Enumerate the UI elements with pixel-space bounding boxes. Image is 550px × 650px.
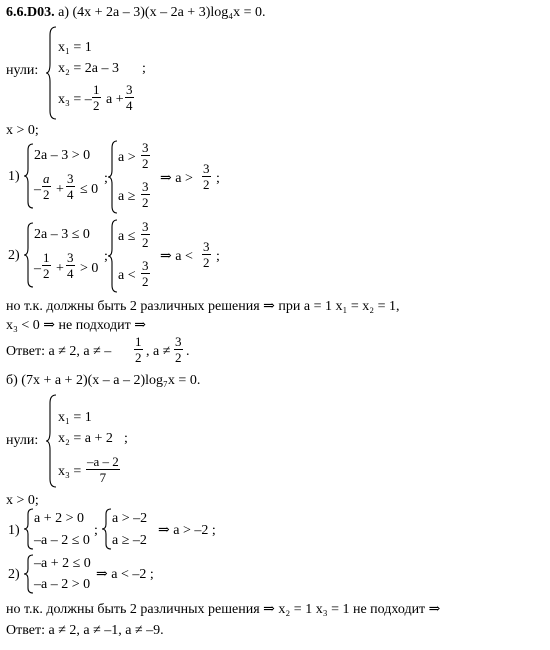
left-brace-icon [108, 140, 118, 214]
problem-a-header [6, 6, 266, 20]
case2-sys1-plus: + [56, 261, 64, 276]
zero-x3-a-mid: a + [106, 92, 124, 107]
zero-x1-a: x₁ = 1 [58, 40, 92, 55]
case2-sys1-minus: – [34, 261, 41, 276]
zero-x2-a: x₂ = 2a – 3 [58, 61, 119, 76]
domain-a: x > 0; [6, 123, 39, 138]
case1-b-result: ⇒ a > –2 ; [158, 523, 216, 538]
note-a-line2: x₃ < 0 ⇒ не подходит ⇒ [6, 318, 146, 333]
case1-separator: ; [104, 171, 108, 186]
fraction-3-4: 3 4 [67, 250, 74, 281]
case2-result-end: ; [216, 249, 220, 264]
fraction-3-4: 3 4 [67, 171, 74, 202]
answer-a-end: . [186, 344, 190, 359]
left-brace-icon [46, 26, 58, 120]
case1-b-sys1-line2: –a – 2 ≤ 0 [34, 533, 90, 548]
zero-x3-b-left: x₃ = [58, 464, 82, 479]
answer-b: Ответ: a ≠ 2, a ≠ –1, a ≠ –9. [6, 623, 164, 638]
case1-sys1-line1: 2a – 3 > 0 [34, 148, 91, 163]
case2-sys2-line2: a < [118, 268, 136, 283]
case1-result: ⇒ a > [160, 171, 193, 186]
fraction-3-2: 3 2 [142, 258, 149, 289]
note-b: но т.к. должны быть 2 различных решения ⇒ x₂ = 1 x₃ = 1 не подходит ⇒ [6, 602, 441, 617]
fraction-3-2: 3 2 [203, 239, 210, 270]
case2-sys1-line1: 2a – 3 ≤ 0 [34, 227, 90, 242]
equation-b: б) (7x + a + 2)(x – a – 2)log₇x = 0. [6, 373, 201, 388]
case1-label-b: 1) [8, 523, 20, 538]
domain-b: x > 0; [6, 493, 39, 508]
note-a-line1: но т.к. должны быть 2 различных решения ⇒ при a = 1 x₁ = x₂ = 1, [6, 299, 400, 314]
left-brace-icon [24, 508, 34, 550]
case1-b-sys2-line2: a ≥ –2 [112, 533, 147, 548]
case2-label-a: 2) [8, 248, 20, 263]
answer-a: Ответ: a ≠ 2, a ≠ – [6, 344, 112, 359]
answer-a-mid: , a ≠ [146, 344, 171, 359]
case2-result: ⇒ a < [160, 249, 193, 264]
fraction-3-4: 3 4 [126, 82, 133, 113]
left-brace-icon [108, 219, 118, 293]
zero-x1-b: x₁ = 1 [58, 410, 92, 425]
case1-sys1-plus: + [56, 182, 64, 197]
zeros-label-a: нули: [6, 63, 39, 78]
fraction-3-2: 3 2 [203, 161, 210, 192]
case2-b-result: ⇒ a < –2 ; [96, 567, 154, 582]
left-brace-icon [46, 394, 58, 488]
case1-b-sys2-line1: a > –2 [112, 511, 148, 526]
fraction-x3-b: –a – 2 7 [87, 454, 119, 485]
fraction-3-2: 3 2 [142, 219, 149, 250]
case1-sys1-minus: – [34, 182, 41, 197]
case2-b-sys1-line1: –a + 2 ≤ 0 [34, 556, 91, 571]
case1-sys2-line1: a > [118, 150, 136, 165]
zeros-semicolon-b: ; [124, 431, 128, 446]
left-brace-icon [102, 508, 112, 550]
zeros-semicolon-a: ; [142, 61, 146, 76]
case1-sys2-line2: a ≥ [118, 189, 136, 204]
case2-b-sys1-line2: –a – 2 > 0 [34, 577, 91, 592]
case2-sys1-tail: > 0 [80, 261, 99, 276]
case1-sys1-tail: ≤ 0 [80, 182, 99, 197]
equation-a: а) (4x + 2a – 3)(x – 2a + 3)log₄x = 0. [58, 5, 266, 20]
zeros-label-b: нули: [6, 433, 39, 448]
case1-b-sys1-line1: a + 2 > 0 [34, 511, 85, 526]
left-brace-icon [24, 143, 34, 209]
left-brace-icon [24, 554, 34, 594]
fraction-3-2: 3 2 [142, 179, 149, 210]
fraction-1-2: 1 2 [43, 250, 50, 281]
problem-number: 6.6.D03. [6, 5, 55, 20]
case2-separator: ; [104, 249, 108, 264]
zero-x2-b: x₂ = a + 2 [58, 431, 113, 446]
case1-b-separator: ; [94, 523, 98, 538]
zero-x3-a-left: x₃ = – [58, 92, 92, 107]
case2-label-b: 2) [8, 567, 20, 582]
fraction-1-2: 1 2 [93, 82, 100, 113]
fraction-3-2: 3 2 [142, 140, 149, 171]
case1-result-end: ; [216, 171, 220, 186]
fraction-3-2: 3 2 [175, 334, 182, 365]
case1-label-a: 1) [8, 169, 20, 184]
case2-sys2-line1: a ≤ [118, 229, 136, 244]
left-brace-icon [24, 222, 34, 288]
fraction-1-2: 1 2 [135, 334, 142, 365]
fraction-a-2: a 2 [43, 171, 50, 202]
